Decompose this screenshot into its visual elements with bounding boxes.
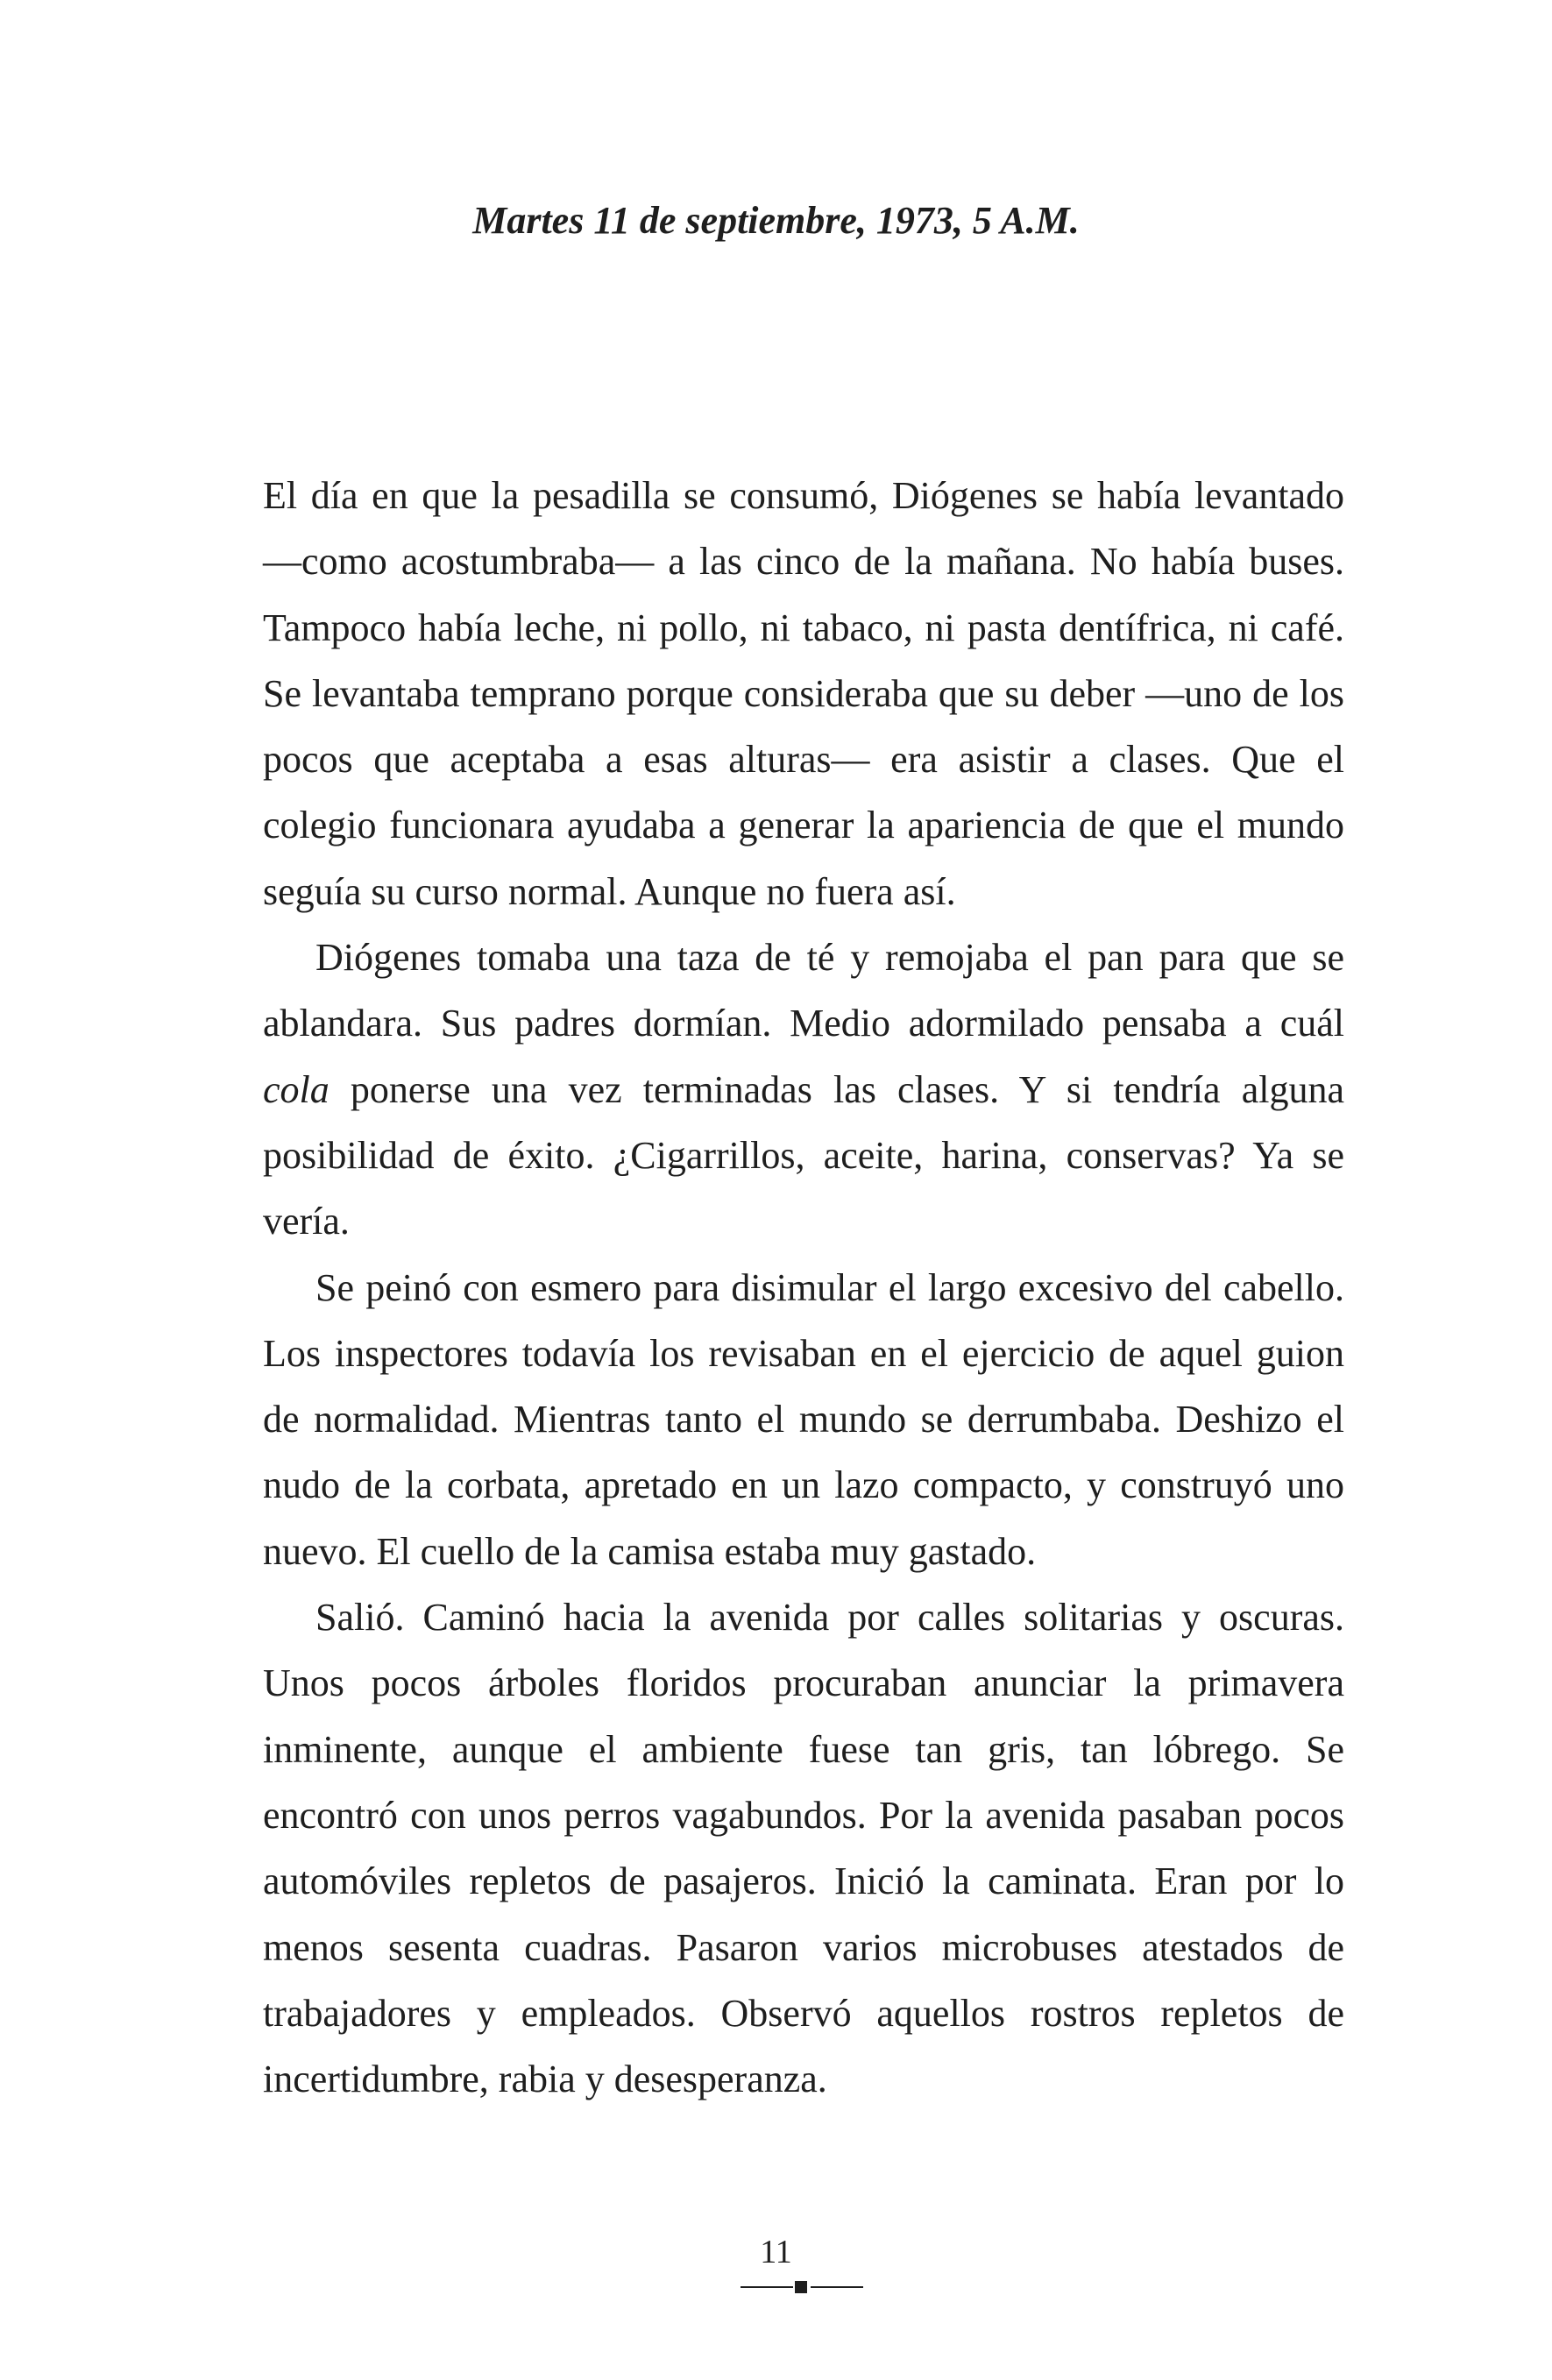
- ornament-square-icon: [795, 2281, 807, 2293]
- paragraph-3: Se peinó con esmero para disimular el largo excesivo del cabello. Los inspectores todavía los revisaban en el ejercicio de aquel guion de normalidad. Mientras tanto el mundo se derrumbaba. Deshizo el nudo de la corbata, apretado en un lazo compacto, y construyó uno nuevo. El cuello de la camisa estaba muy gastado.: [263, 1265, 1344, 1573]
- paragraph-2-italic-word: cola: [263, 1067, 330, 1111]
- paragraph-2-start: Diógenes tomaba una taza de té y remojaba el pan para que se ablandara. Sus padres dormían. Medio adormilado pensaba a cuál: [263, 936, 1344, 1045]
- folio-ornament: [741, 2278, 863, 2296]
- ornament-rule-left: [741, 2286, 793, 2288]
- paragraph-2: [263, 924, 1344, 1254]
- chapter-heading: Martes 11 de septiembre, 1973, 5 A.M.: [472, 199, 1080, 242]
- ornament-rule-right: [811, 2286, 863, 2288]
- page-number: 11: [760, 2234, 792, 2270]
- paragraph-4: Salió. Caminó hacia la avenida por calles solitarias y oscuras. Unos pocos árboles floridos procuraban anunciar la primavera inminente, aunque el ambiente fuese tan gris, tan lóbrego. Se encontró con unos perros vagabundos. Por la avenida pasaban pocos automóviles repletos de pasajeros. Inició la caminata. Eran por lo menos sesenta cuadras. Pasaron varios microbuses atestados de trabajadores y empleados. Observó aquellos rostros repletos de incertidumbre, rabia y desesperanza.: [263, 1596, 1344, 2101]
- paragraph-1: El día en que la pesadilla se consumó, Diógenes se había levantado —como acostumbraba— a las cinco de la mañana. No había buses. Tampoco había leche, ni pollo, ni tabaco, ni pasta dentífrica, ni café. Se levantaba temprano porque consideraba que su deber —uno de los pocos que aceptaba a esas alturas— era asistir a clases. Que el colegio funcionara ayudaba a generar la apariencia de que el mundo seguía su curso normal. Aunque no fuera así.: [263, 474, 1344, 913]
- paragraph-2-end: ponerse una vez terminadas las clases. Y si tendría alguna posibilidad de éxito. ¿Cigarrillos, aceite, harina, conservas? Ya se vería.: [263, 1067, 1344, 1243]
- body-text: [263, 463, 1344, 2112]
